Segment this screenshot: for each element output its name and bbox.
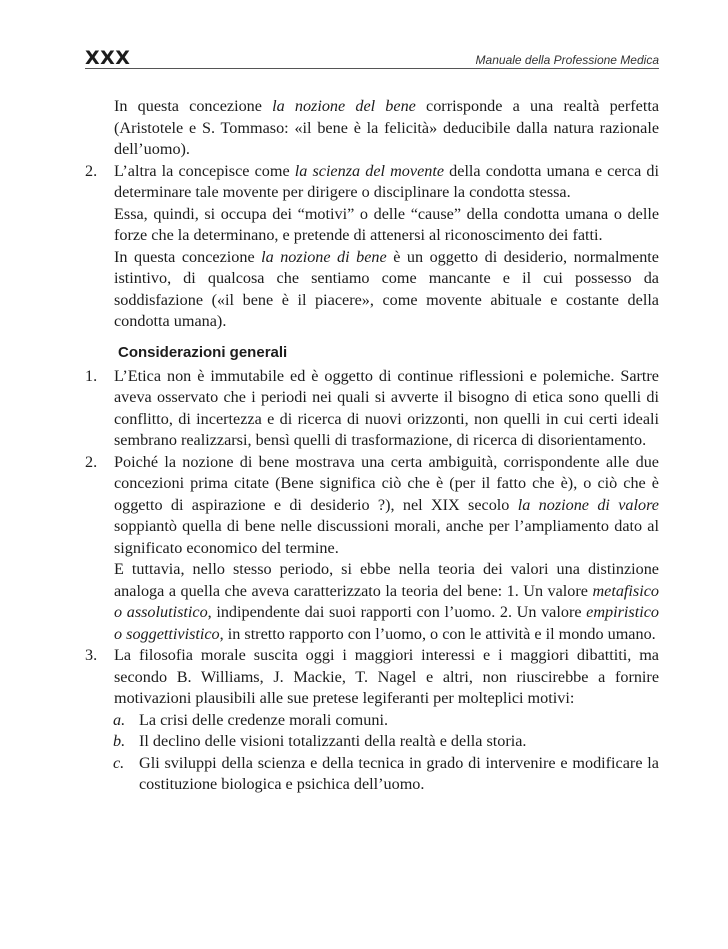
list-number: 1.: [85, 366, 98, 385]
list-item-1: [85, 366, 659, 452]
sub-item-text: Gli sviluppi della scienza e della tecnica in grado di intervenire e modificare la costituzione biologica e psichica dell’uomo.: [139, 753, 659, 793]
header-rule: [85, 68, 659, 69]
sub-item-a: [85, 710, 659, 732]
emphasis-term: la nozione di valore: [517, 495, 659, 514]
list-item-text: La filosofia morale suscita oggi i maggiori interessi e i maggiori dibattiti, ma secondo B. Williams, J. Mackie, T. Nagel e altri, non riuscirebbe a fornire motivazioni plausibili alle sue pretese legiferanti per molteplici motivi:: [114, 646, 659, 707]
running-title: Manuale della Professione Medica: [475, 53, 659, 67]
sub-item-c: [85, 753, 659, 796]
paragraph-concept-1: In questa concezione la nozione del bene corrisponde a una realtà perfetta (Aristotele e S. Tommaso: «il bene è la felicità» deducibile dalla natura razionale dell’uomo).: [114, 97, 660, 158]
sub-item-text: Il declino delle visioni totalizzanti della realtà e della storia.: [139, 732, 527, 750]
sub-letter: b.: [113, 732, 126, 750]
sub-item-b: [85, 731, 659, 753]
list-item-text: Poiché la nozione di bene mostrava una certa ambiguità, corrispondente alle due concezioni prima citate (Bene significa ciò che è (per il fatto che è), o ciò che è oggetto di aspirazione e di desiderio ?), nel XIX secolo la nozione di valore soppiantò quella di bene nelle discussioni morali, anche per l’ampliamento dato al significato economico del termine.: [114, 452, 659, 557]
sub-letter: c.: [113, 753, 125, 772]
sub-letter: a.: [113, 710, 126, 729]
emphasis-term: la scienza del movente: [294, 161, 445, 180]
list-item-text: L’Etica non è immutabile ed è oggetto di continue riflessioni e polemiche. Sartre aveva osservato che i periodi nei quali si avverte il bisogno di etica sono quelli di conflitto, di incertezza e di ricerca di nuovi orizzonti, non quelli in cui certi ideali sembrano realizzarsi, bensì quelli di trasformazione, di ricerca di disorientamento.: [114, 366, 659, 449]
list-number: 3.: [85, 646, 98, 664]
paragraph-motives: Essa, quindi, si occupa dei “motivi” o delle “cause” della condotta umana o delle forze che la determinano, e pretende di attenersi al riconoscimento dei fatti.: [114, 204, 659, 244]
list-item-2b: [85, 452, 659, 560]
list-number: 2.: [85, 452, 98, 471]
sub-item-text: La crisi delle credenze morali comuni.: [139, 710, 388, 729]
list-item-2: [85, 161, 659, 204]
chapter-code: XXX: [85, 47, 131, 69]
paragraph-concept-2: In questa concezione la nozione di bene è un oggetto di desiderio, normalmente istintivo, di qualcosa che sentiamo come mancante e il cui possesso da soddisfazione («il bene è il piacere», come movente abituale e costante della condotta umana).: [114, 247, 659, 330]
page-body: [85, 96, 659, 796]
section-heading: Considerazioni generali: [118, 343, 288, 361]
emphasis-term: la nozione di bene: [261, 247, 387, 266]
list-item-3: [85, 645, 659, 710]
paragraph-values: E tuttavia, nello stesso periodo, si ebbe nella teoria dei valori una distinzione analoga a quella che aveva caratterizzato la teoria del bene: 1. Un valore metafisico o assolutistico, indipendente dai suoi rapporti con l’uomo. 2. Un valore empiristico o soggettivistico, in stretto rapporto con l’uomo, o con le attività e il mondo umano.: [114, 560, 659, 643]
page-header: [85, 44, 659, 70]
emphasis-term: metafisico o assolutistico: [114, 581, 659, 621]
emphasis-term: la nozione del bene: [272, 97, 416, 115]
list-number: 2.: [85, 161, 98, 180]
emphasis-term: empiristico o soggettivistico: [114, 603, 659, 643]
list-item-text: L’altra la concepisce come la scienza del movente della condotta umana e cerca di determinare tale movente per dirigere o disciplinare la condotta stessa.: [114, 161, 659, 201]
